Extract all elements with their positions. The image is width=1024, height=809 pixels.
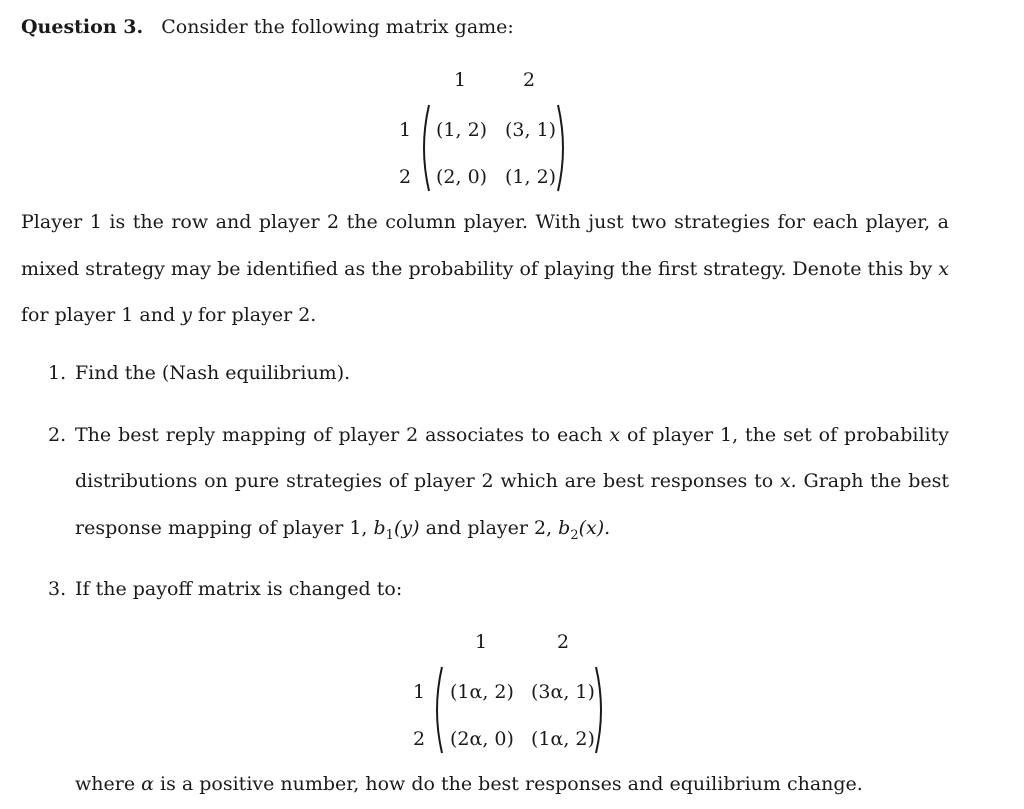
matrix2-cell: (1α, 2) [450, 681, 514, 703]
matrix1-row-header: 2 [399, 166, 412, 188]
matrix2-row-header: 1 [413, 681, 426, 703]
item-text: distributions on pure strategies of player 2 which are best responses to [75, 470, 774, 492]
variable-x: x [938, 258, 949, 280]
matrix2-row-header: 2 [413, 728, 426, 750]
matrix2-col-header: 2 [557, 631, 570, 653]
matrix1-cell: (2, 0) [436, 166, 488, 188]
function-b1-argument: (y) [393, 517, 420, 539]
question-heading [21, 15, 514, 39]
variable-x: x [609, 424, 621, 446]
matrix2-cell: (2α, 0) [450, 728, 514, 750]
matrix1-left-paren [417, 103, 431, 193]
matrix1-cell: (3, 1) [505, 119, 557, 141]
item-3-text: If the payoff matrix is changed to: [75, 578, 403, 600]
item-2-line-2 [75, 469, 949, 493]
matrix2-cell: (3α, 1) [531, 681, 595, 703]
matrix1-row-header: 1 [399, 119, 412, 141]
closing-line [75, 772, 863, 796]
function-b1: b [373, 517, 386, 539]
function-b2-argument: (x). [578, 517, 611, 539]
item-1-text: Find the (Nash equilibrium). [75, 362, 351, 384]
item-text: Graph the best [803, 470, 949, 492]
matrix2-right-paren [594, 665, 608, 755]
matrix2-left-paren [430, 665, 444, 755]
closing-text: where [75, 773, 136, 795]
matrix1-cell: (1, 2) [436, 119, 488, 141]
matrix1-col-header: 1 [454, 69, 467, 91]
paragraph-line-3 [21, 303, 316, 327]
item-text: response mapping of player 1, [75, 517, 368, 539]
variable-x: x. [779, 470, 797, 492]
paragraph-line-2 [21, 257, 949, 281]
matrix2-cell: (1α, 2) [531, 728, 595, 750]
item-2-line-1 [75, 423, 949, 447]
matrix2-col-header: 1 [475, 631, 488, 653]
question-intro: Consider the following matrix game: [161, 16, 514, 38]
item-1-number: 1. [48, 362, 67, 384]
function-b2-subscript: 2 [570, 527, 579, 543]
paragraph-text: mixed strategy may be identified as the probability of playing the first strategy. Denote this by [21, 258, 933, 280]
matrix1-col-header: 2 [523, 69, 536, 91]
item-text: and player 2, [425, 517, 553, 539]
matrix1-cell: (1, 2) [505, 166, 557, 188]
paragraph-text: for player 1 and [21, 304, 176, 326]
question-label: Question 3. [21, 16, 144, 38]
item-text: of player 1, the set of probability [627, 424, 949, 446]
item-3-number: 3. [48, 578, 67, 600]
function-b2: b [558, 517, 571, 539]
closing-text: is a positive number, how do the best responses and equilibrium change. [160, 773, 863, 795]
item-text: The best reply mapping of player 2 associates to each [75, 424, 603, 446]
matrix1-right-paren [556, 103, 570, 193]
paragraph-line-1: Player 1 is the row and player 2 the column player. With just two strategies for each player, a [21, 211, 949, 233]
function-b1-subscript: 1 [385, 527, 394, 543]
paragraph-text: for player 2. [197, 304, 317, 326]
item-2-number: 2. [48, 424, 67, 446]
variable-y: y [181, 304, 192, 326]
variable-alpha: α [141, 773, 154, 795]
item-2-line-3 [75, 516, 610, 548]
